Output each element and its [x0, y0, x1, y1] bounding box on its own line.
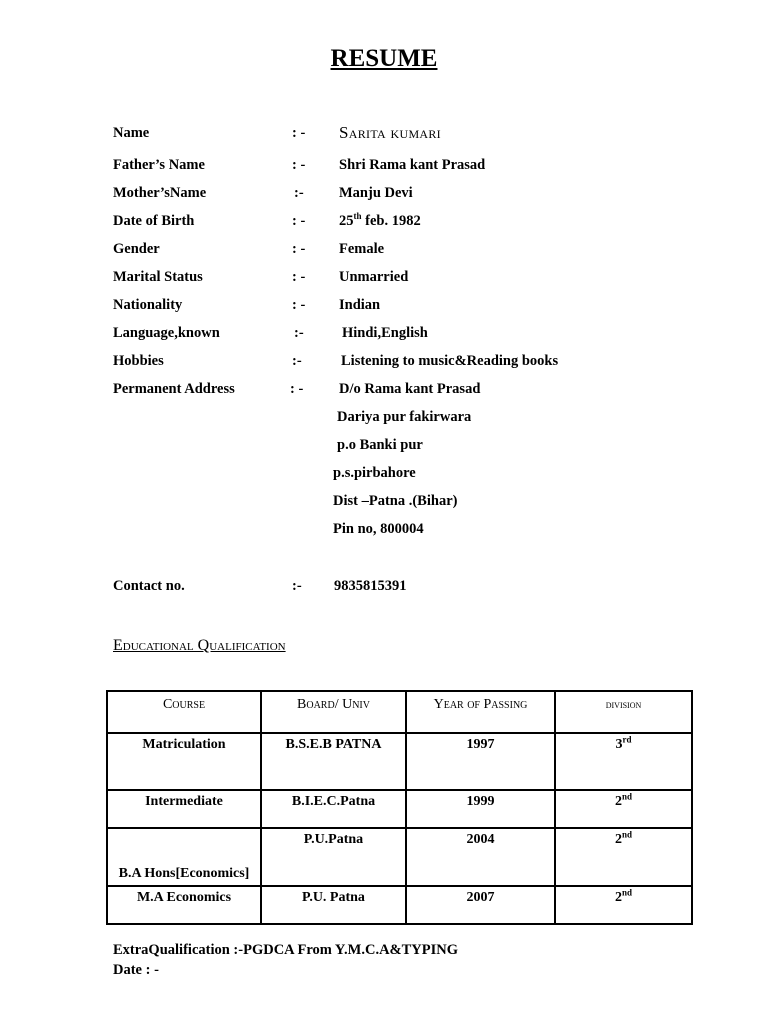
- course-cell: Intermediate: [107, 790, 261, 828]
- mother-value: Manju Devi: [339, 185, 413, 201]
- address-label: Permanent Address: [113, 381, 235, 397]
- board-cell: B.I.E.C.Patna: [261, 790, 406, 828]
- father-separator: : -: [292, 157, 306, 173]
- year-cell: 1999: [406, 790, 555, 828]
- header-course: Course: [107, 691, 261, 733]
- address-line: Pin no, 800004: [333, 521, 424, 537]
- address-line: Dariya pur fakirwara: [337, 409, 472, 425]
- father-label: Father’s Name: [113, 157, 205, 173]
- board-cell: P.U.Patna: [261, 828, 406, 886]
- division-cell: 3rd: [555, 733, 692, 790]
- education-table: [106, 690, 693, 925]
- address-line: p.o Banki pur: [337, 437, 423, 453]
- course-cell: B.A Hons[Economics]: [107, 828, 261, 886]
- division-cell: 2nd: [555, 886, 692, 924]
- language-label: Language,known: [113, 325, 220, 341]
- marital-label: Marital Status: [113, 269, 203, 285]
- division-cell: 2nd: [555, 790, 692, 828]
- header-year: Year of Passing: [406, 691, 555, 733]
- date-label: Date : -: [113, 962, 159, 978]
- dob-label: Date of Birth: [113, 213, 195, 229]
- gender-separator: : -: [292, 241, 306, 257]
- gender-value: Female: [339, 241, 385, 257]
- table-header-row: [107, 691, 692, 733]
- language-separator: :-: [294, 325, 304, 341]
- hobbies-separator: :-: [292, 353, 302, 369]
- address-line: D/o Rama kant Prasad: [339, 381, 481, 397]
- year-cell: 1997: [406, 733, 555, 790]
- marital-separator: : -: [292, 269, 306, 285]
- board-cell: P.U. Patna: [261, 886, 406, 924]
- header-division: division: [555, 691, 692, 733]
- hobbies-label: Hobbies: [113, 353, 164, 369]
- education-heading: Educational Qualification: [113, 637, 286, 654]
- board-cell: B.S.E.B PATNA: [261, 733, 406, 790]
- header-board: Board/ Univ: [261, 691, 406, 733]
- father-value: Shri Rama kant Prasad: [339, 157, 486, 173]
- year-cell: 2004: [406, 828, 555, 886]
- name-value: Sarita kumari: [339, 123, 441, 142]
- address-line: p.s.pirbahore: [333, 465, 416, 481]
- table-row: [107, 886, 692, 924]
- marital-value: Unmarried: [339, 269, 409, 285]
- nationality-value: Indian: [339, 297, 381, 313]
- name-label: Name: [113, 125, 150, 141]
- year-cell: 2007: [406, 886, 555, 924]
- course-cell: M.A Economics: [107, 886, 261, 924]
- nationality-label: Nationality: [113, 297, 183, 313]
- contact-value: 9835815391: [334, 578, 407, 594]
- course-cell: Matriculation: [107, 733, 261, 790]
- address-separator: : -: [290, 381, 304, 397]
- contact-separator: :-: [292, 578, 302, 594]
- hobbies-value: Listening to music&Reading books: [341, 353, 559, 369]
- language-value: Hindi,English: [342, 325, 428, 341]
- nationality-separator: : -: [292, 297, 306, 313]
- name-separator: : -: [292, 125, 306, 141]
- mother-label: Mother’sName: [113, 185, 207, 201]
- resume-title: RESUME: [330, 45, 438, 72]
- dob-separator: : -: [292, 213, 306, 229]
- division-cell: 2nd: [555, 828, 692, 886]
- contact-label: Contact no.: [113, 578, 185, 594]
- table-row: [107, 790, 692, 828]
- address-line: Dist –Patna .(Bihar): [333, 493, 458, 509]
- table-row: [107, 828, 692, 886]
- gender-label: Gender: [113, 241, 160, 257]
- dob-value: 25th feb. 1982: [339, 211, 421, 229]
- table-row: [107, 733, 692, 790]
- extra-qualification: ExtraQualification :-PGDCA From Y.M.C.A&TYPING: [113, 942, 459, 958]
- mother-separator: :-: [294, 185, 304, 201]
